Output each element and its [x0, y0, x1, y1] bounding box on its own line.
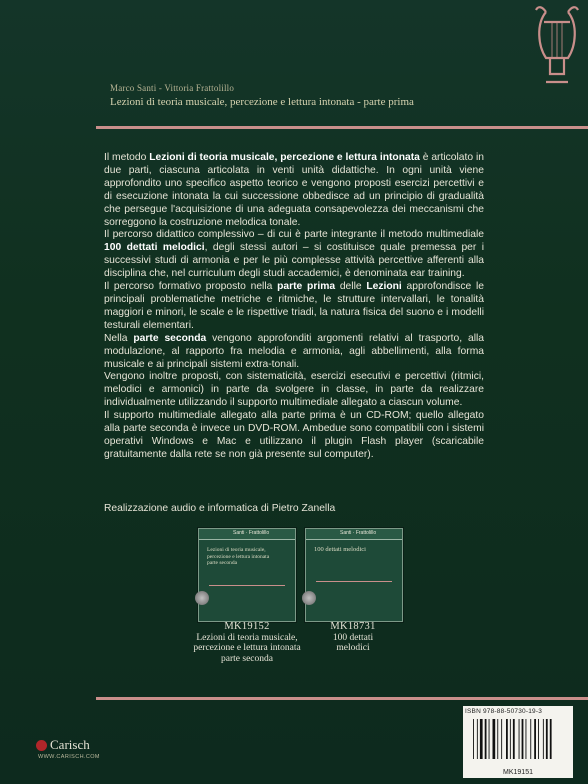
product-cover-mk18731: [305, 528, 403, 622]
header: [110, 83, 414, 108]
paragraph: Il percorso formativo proposto nella parte prima delle Lezioni approfondisce le principali problematiche metriche e ritmiche, le strutture intervallari, le tonalità maggiori e minori, le scale e le rispettive triadi, la natura fisica del suono e i modelli testurali elementari.: [104, 281, 484, 331]
catalog-code: MK19151: [503, 769, 533, 776]
product-caption-mk19152: MK19152 Lezioni di teoria musicale, percezione e lettura intonata parte seconda: [193, 621, 301, 664]
isbn-text: ISBN 978-88-50730-19-3: [465, 708, 543, 715]
cover-title: Lezioni di teoria musicale, percezione e lettura intonata parte seconda: [207, 547, 270, 566]
top-divider: [96, 126, 588, 129]
cover-title: 100 dettati melodici: [314, 546, 366, 553]
product-cover-mk19152: [198, 528, 296, 622]
description: [104, 152, 484, 462]
product-caption-mk18731: MK18731 100 dettati melodici: [330, 621, 376, 653]
paragraph: Il metodo Lezioni di teoria musicale, percezione e lettura intonata è articolato in due parti, ciascuna articolata in venti unità didattiche. In ogni unità viene approfondito uno specifico aspetto teorico e vengono proposti esercizi percettivi e di esecuzione intonata la cui successione obbedisce ad un principio di gradualità che persegue l'acquisizione di una adeguata consapevolezza dei meccanismi che sorreggono la costruzione melodica tonale.: [104, 152, 484, 228]
paragraph: Vengono inoltre proposti, con sistematicità, esercizi esecutivi e percettivi (ritmici, melodici e armonici) in parte da svolgere in classe, in parte da realizzare individualmente utilizzando il supporto multimediale allegato a ciascun volume.: [104, 371, 484, 409]
authors: Marco Santi - Vittoria Frattolillo: [110, 83, 235, 93]
book-title: Lezioni di teoria musicale, percezione e lettura intonata - parte prima: [110, 96, 414, 108]
paragraph: Nella parte seconda vengono approfonditi argomenti relativi al trasporto, alla modulazione, al rapporto fra melodia e armonia, agli abbellimenti, alla forma musicale e ai principali sistemi extra-tonali.: [104, 332, 484, 370]
barcode-icon: [471, 719, 567, 763]
bottom-divider: [96, 697, 588, 700]
lyre-icon: [532, 2, 582, 94]
cover-authors: Santi · Frattolillo: [340, 530, 377, 536]
cover-authors: Santi · Frattolillo: [233, 530, 270, 536]
dvd-icon: [302, 591, 316, 605]
barcode-label: [463, 706, 573, 778]
credit-line: Realizzazione audio e informatica di Pietro Zanella: [104, 503, 336, 514]
publisher-url: WWW.CARISCH.COM: [38, 754, 100, 760]
carisch-logo-icon: [36, 740, 47, 751]
cd-icon: [195, 591, 209, 605]
paragraph: Il supporto multimediale allegato alla parte prima è un CD-ROM; quello allegato alla parte seconda è invece un DVD-ROM. Ambedue sono compatibili con i sistemi operativi Windows e Mac e utilizzano il plugin Flash player (scaricabile gratuitamente dalla rete se non già presente sul computer).: [104, 410, 484, 460]
publisher-logo: [36, 737, 90, 753]
paragraph: Il percorso didattico complessivo – di cui è parte integrante il metodo multimediale 100 dettati melodici, degli stessi autori – si costituisce quale premessa per i successivi studi di armonia e per le più complesse attività percettive afferenti alla disciplina che, nel curriculum degli studi accademici, è denominata ear training.: [104, 229, 484, 280]
publisher-name: Carisch: [50, 737, 90, 752]
